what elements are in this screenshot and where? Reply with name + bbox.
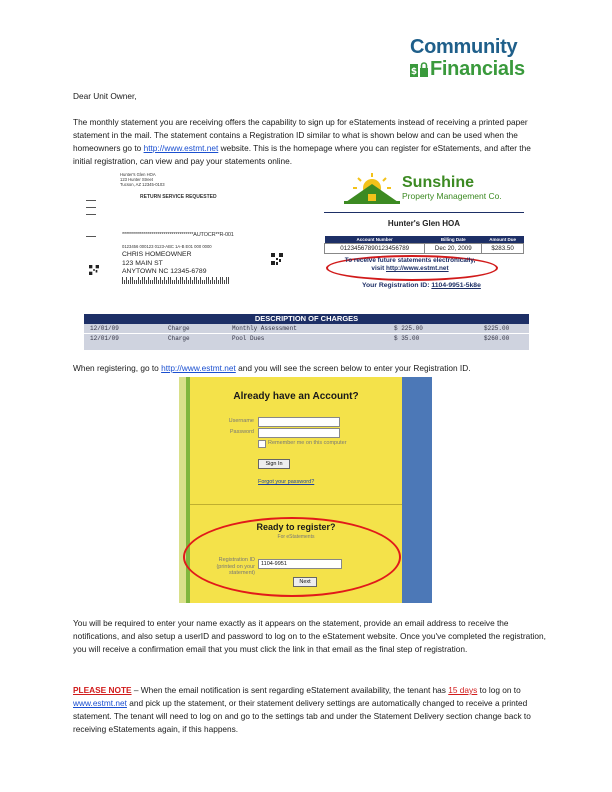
intro-paragraph [73, 116, 551, 168]
sender-line: Hunter's Glen HOA [120, 172, 156, 177]
logo-line-2: Financials [430, 58, 525, 80]
postal-barcode [122, 277, 232, 284]
statement-estmt-link: http://www.estmt.net [385, 265, 449, 272]
estmt-link[interactable]: http://www.estmt.net [143, 143, 219, 153]
registering-text-2: and you will see the screen below to enter your Registration ID. [235, 363, 471, 373]
greeting: Dear Unit Owner, [73, 91, 137, 101]
hoa-name: Hunter's Glen HOA [387, 219, 461, 228]
login-screen-image [179, 377, 432, 603]
row-divider [84, 333, 529, 334]
password-label: Password [229, 429, 254, 435]
logo-line-1: Community [410, 36, 518, 58]
estmt-link[interactable]: www.estmt.net [73, 698, 127, 708]
billing-date: Dec 20, 2009 [425, 244, 482, 254]
username-label: Username [228, 418, 254, 424]
registration-id-hint: (printed on your statement) [216, 564, 255, 576]
electronic-line-1: To receive future statements electronically, [344, 257, 476, 264]
divider [324, 212, 524, 213]
password-input[interactable] [258, 428, 340, 438]
charge-type: Charge [168, 335, 190, 342]
billing-date-header: Billing Date [425, 236, 482, 244]
amount-due: $283.50 [482, 244, 524, 254]
remember-checkbox[interactable] [258, 440, 266, 448]
register-subheading: For eStatements [277, 534, 315, 540]
sender-line: Tucson, AZ 12345-0103 [120, 182, 165, 187]
registration-id-label: Your Registration ID: [362, 282, 432, 289]
sunshine-logo [338, 170, 528, 208]
fold-mark [86, 200, 96, 201]
amount-due-header: Amount Due [482, 236, 524, 244]
note-text-3: and pick up the statement, or their statement delivery settings are automatically changed to receive a printed statement. The tenant will need to log on and go to the settings tab and under the Statement Delivery section change back to receiving eStatements again, if this happens. [73, 698, 531, 734]
registration-id-input[interactable]: 1104-9951 [258, 559, 342, 569]
please-note-label: PLEASE NOTE [73, 685, 132, 695]
charge-description: Pool Dues [232, 335, 265, 342]
registering-text-1: When registering, go to [73, 363, 162, 373]
fold-mark [86, 207, 96, 208]
company-name: Sunshine [402, 174, 475, 191]
fifteen-days: 15 days [448, 685, 478, 695]
note-text-2: to log on to [477, 685, 521, 695]
fold-mark [86, 214, 96, 215]
intro-text-1: The monthly statement you are receiving offers the capability to sign up for eStatements instead of receiving a printed paper statement in the mail. The statement contains a Registration ID similar to what is shown below and can be used when the homeowners go to [73, 117, 528, 153]
estmt-link[interactable]: http://www.estmt.net [161, 363, 236, 373]
sample-statement-image [84, 170, 529, 358]
autocr-line: ************************************AUTOCR**R-001 [122, 232, 234, 238]
recipient-line: 123 MAIN ST [122, 259, 163, 267]
charge-amount: $ 35.00 [394, 335, 420, 342]
charge-balance: $225.00 [484, 325, 510, 332]
forgot-password-link[interactable]: Forgot your password? [258, 479, 315, 485]
sun-house-icon [344, 172, 400, 204]
note-text-1: – When the email notification is sent regarding eStatement availability, the tenant has [131, 685, 449, 695]
please-note-paragraph [73, 684, 551, 736]
charge-date: 12/01/09 [90, 325, 119, 332]
sign-in-button[interactable]: Sign In [258, 459, 290, 469]
return-service-requested: RETURN SERVICE REQUESTED [140, 194, 217, 200]
login-heading: Already have an Account? [233, 391, 359, 402]
left-stripe [179, 377, 186, 603]
next-button[interactable]: Next [293, 577, 317, 587]
qr-code-icon [271, 253, 283, 265]
account-number: 0123456789012345678​9 [325, 244, 425, 254]
intro-text-2: website. This is the homepage where you can register for eStatements, and after the initial registration, can view and pay your statements online. [73, 143, 531, 166]
qr-code-icon [89, 265, 99, 275]
charge-type: Charge [168, 325, 190, 332]
registration-id-label: Registration ID [218, 557, 255, 563]
sender-address [120, 172, 165, 187]
charge-balance: $260.00 [484, 335, 510, 342]
register-heading: Ready to register? [256, 522, 336, 532]
registration-id-line [362, 282, 481, 289]
electronic-line-2 [324, 265, 496, 272]
charge-amount: $ 225.00 [394, 325, 423, 332]
username-input[interactable] [258, 417, 340, 427]
charges-header: DESCRIPTION OF CHARGES [84, 314, 529, 324]
recipient-line: ANYTOWN NC 12345-6789 [122, 268, 207, 275]
account-number-header: Account Number [325, 236, 425, 244]
remember-label: Remember me on this computer [268, 440, 347, 446]
registering-paragraph [73, 362, 551, 375]
right-panel [402, 377, 432, 603]
community-financials-logo [408, 36, 568, 82]
account-table [324, 236, 524, 254]
visit-prefix: visit [371, 265, 386, 272]
barcode-text: 0123456 000123 0123-ABC 1A-B E01 000 0000 [122, 244, 212, 249]
charge-description: Monthly Assessment [232, 325, 297, 332]
svg-text:$: $ [410, 67, 418, 77]
sender-line: 123 Hunter Street [120, 177, 154, 182]
recipient-line: CHRIS HOMEOWNER [122, 251, 192, 258]
company-subtitle: Property Management Co. [402, 191, 502, 201]
recipient-address [122, 251, 207, 277]
instructions-paragraph: You will be required to enter your name exactly as it appears on the statement, provide an email address to receive the notifications, and also setup a userID and password to log on to the eStatement website. Once you've completed the registration, you will receive a confirmation email that you must click the link in that email as the final step of registration. [73, 618, 546, 654]
registration-id-value: 1104-9951-5k8e [431, 282, 481, 289]
charge-date: 12/01/09 [90, 335, 119, 342]
dollar-lock-icon [410, 61, 428, 78]
charges-table [84, 324, 529, 350]
section-divider [190, 504, 402, 505]
fold-mark [86, 236, 96, 237]
